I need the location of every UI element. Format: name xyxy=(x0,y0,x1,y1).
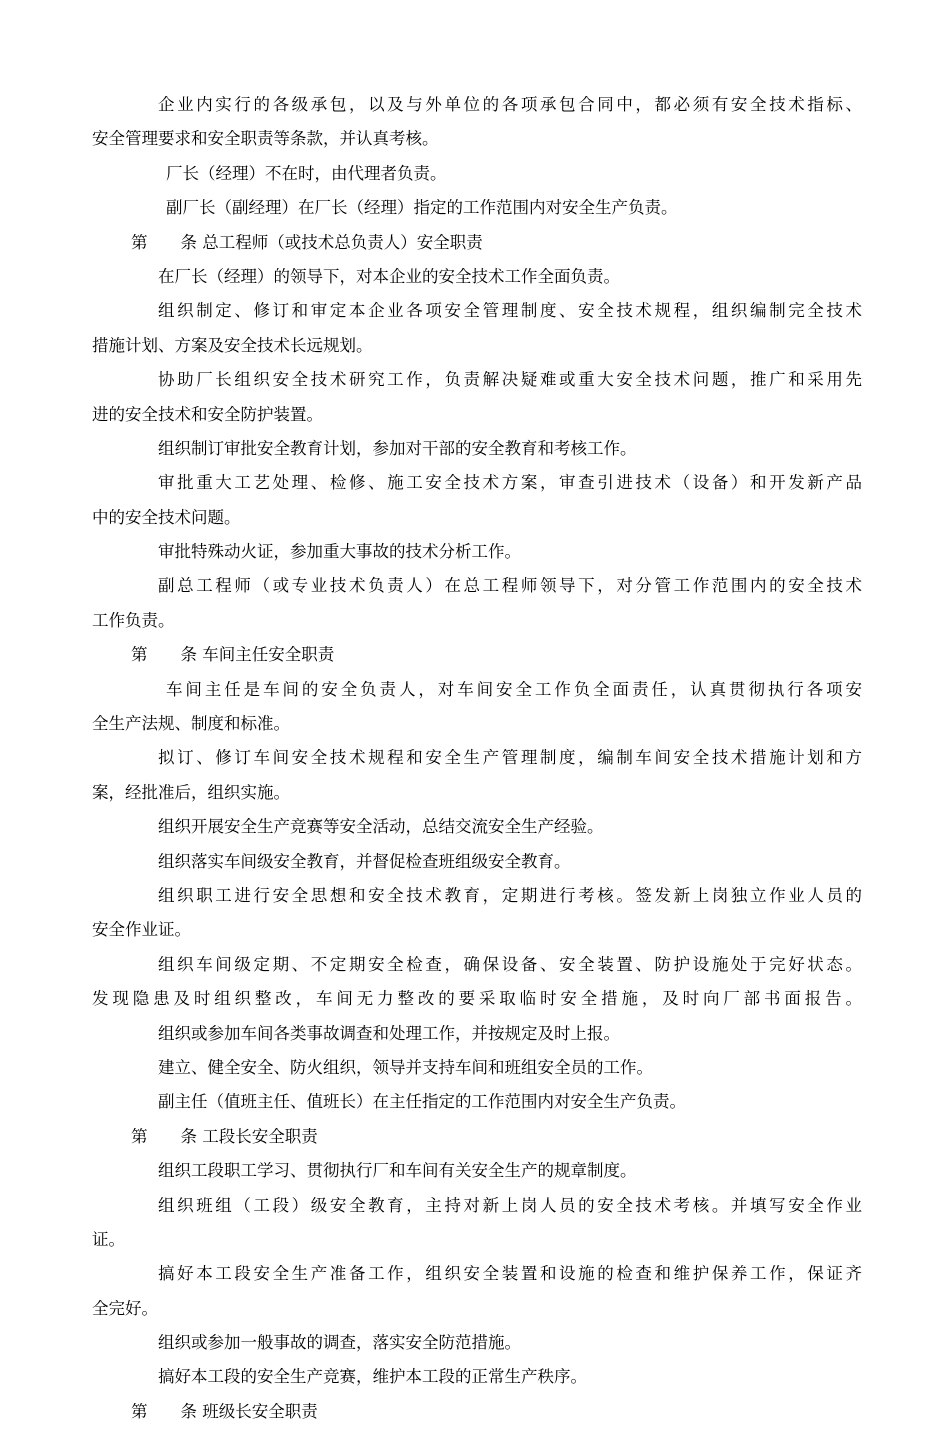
document-page xyxy=(92,88,862,1429)
text-line: 审批特殊动火证，参加重大事故的技术分析工作。 xyxy=(158,542,521,562)
text-line: 副厂长（副经理）在厂长（经理）指定的工作范围内对安全生产负责。 xyxy=(166,198,678,218)
text-line: 组织班组（工段）级安全教育，主持对新上岗人员的安全技术考核。并填写安全作业 xyxy=(158,1195,862,1215)
text-line: 组织或参加一般事故的调查，落实安全防范措施。 xyxy=(158,1333,521,1353)
text-line: 全完好。 xyxy=(92,1298,158,1318)
text-line: 证。 xyxy=(92,1229,125,1249)
text-line: 审批重大工艺处理、检修、施工安全技术方案，审查引进技术（设备）和开发新产品 xyxy=(158,473,862,493)
article-heading: 第 条 工段长安全职责 xyxy=(131,1126,318,1146)
text-line: 组织开展安全生产竞赛等安全活动，总结交流安全生产经验。 xyxy=(158,817,604,837)
text-line: 措施计划、方案及安全技术长远规划。 xyxy=(92,335,373,355)
text-line: 搞好本工段的安全生产竞赛，维护本工段的正常生产秩序。 xyxy=(158,1367,587,1387)
text-line: 副主任（值班主任、值班长）在主任指定的工作范围内对安全生产负责。 xyxy=(158,1092,686,1112)
text-line: 协助厂长组织安全技术研究工作，负责解决疑难或重大安全技术问题，推广和采用先 xyxy=(158,370,862,390)
text-line: 副总工程师（或专业技术负责人）在总工程师领导下，对分管工作范围内的安全技术 xyxy=(158,576,862,596)
text-line: 组织制定、修订和审定本企业各项安全管理制度、安全技术规程，组织编制完全技术 xyxy=(158,301,862,321)
text-line: 企业内实行的各级承包，以及与外单位的各项承包合同中，都必须有安全技术指标、 xyxy=(158,95,862,114)
text-line: 进的安全技术和安全防护装置。 xyxy=(92,404,323,424)
text-line: 全生产法规、制度和标准。 xyxy=(92,714,290,734)
text-line: 组织职工进行安全思想和安全技术教育，定期进行考核。签发新上岗独立作业人员的 xyxy=(158,885,862,905)
text-line: 案，经批准后，组织实施。 xyxy=(92,782,290,802)
article-heading: 第 条 总工程师（或技术总负责人）安全职责 xyxy=(131,232,483,252)
text-line: 组织或参加车间各类事故调查和处理工作，并按规定及时上报。 xyxy=(158,1023,620,1043)
text-line: 发现隐患及时组织整改，车间无力整改的要采取临时安全措施，及时向厂部书面报告。 xyxy=(92,989,862,1009)
text-line: 安全管理要求和安全职责等条款，并认真考核。 xyxy=(92,129,439,149)
text-line: 组织工段职工学习、贯彻执行厂和车间有关安全生产的规章制度。 xyxy=(158,1161,637,1181)
article-heading: 第 条 班级长安全职责 xyxy=(131,1401,318,1421)
text-line: 搞好本工段安全生产准备工作，组织安全装置和设施的检查和维护保养工作，保证齐 xyxy=(158,1264,862,1284)
text-line: 组织落实车间级安全教育，并督促检查班组级安全教育。 xyxy=(158,851,571,871)
text-line: 组织车间级定期、不定期安全检查，确保设备、安全装置、防护设施处于完好状态。 xyxy=(158,954,862,974)
text-line: 中的安全技术问题。 xyxy=(92,507,241,527)
text-line: 工作负责。 xyxy=(92,610,175,630)
text-line: 车间主任是车间的安全负责人，对车间安全工作负全面责任，认真贯彻执行各项安 xyxy=(166,679,862,699)
text-line: 安全作业证。 xyxy=(92,920,191,940)
text-line: 拟订、修订车间安全技术规程和安全生产管理制度，编制车间安全技术措施计划和方 xyxy=(158,748,862,768)
article-heading: 第 条 车间主任安全职责 xyxy=(131,645,335,665)
text-line: 厂长（经理）不在时，由代理者负责。 xyxy=(166,163,447,183)
text-line: 建立、健全安全、防火组织，领导并支持车间和班组安全员的工作。 xyxy=(158,1057,653,1077)
text-line: 在厂长（经理）的领导下，对本企业的安全技术工作全面负责。 xyxy=(158,266,620,286)
text-line: 组织制订审批安全教育计划，参加对干部的安全教育和考核工作。 xyxy=(158,438,637,458)
